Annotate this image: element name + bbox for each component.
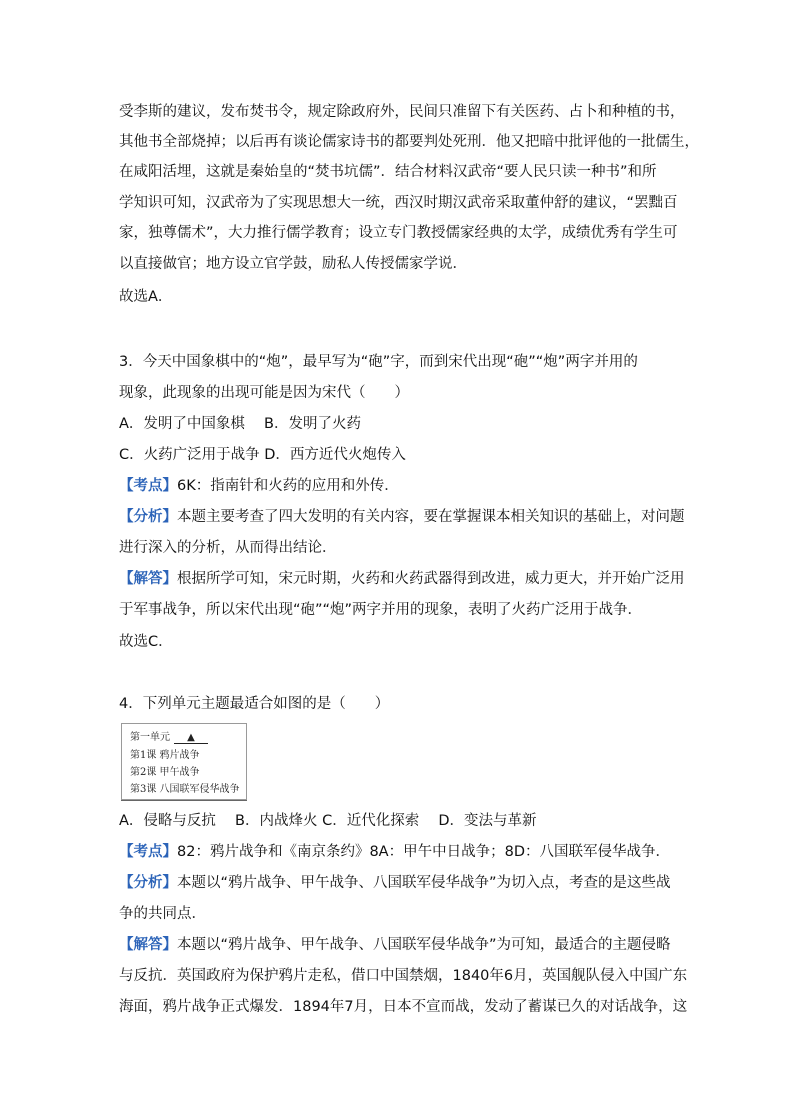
fenxi-text: 本题以“鸦片战争、甲午战争、八国联军侵华战争”为切入点，考查的是这些战 (177, 875, 671, 891)
q4-fenxi-line-2: 争的共同点． (119, 906, 206, 922)
jieda-text: 根据所学可知，宋元时期，火药和火药武器得到改进，威力更大，并开始广泛用 (177, 571, 685, 587)
fenxi-tag: 【分析】 (119, 509, 177, 525)
q3-options-line-2: C．火药广泛用于战争 D．西方近代火炮传入 (119, 447, 406, 463)
jieda-tag: 【解答】 (119, 571, 177, 587)
q4-jieda-line-3: 海面，鸦片战争正式爆发．1894年7月，日本不宣而战，发动了蓄谋已久的对话战争，这 (119, 999, 688, 1015)
q3-kaodian (119, 476, 399, 496)
kaodian-text: 82：鸦片战争和《南京条约》8A：甲午中日战争；8D：八国联军侵华战争． (177, 844, 670, 860)
fenxi-tag: 【分析】 (119, 875, 177, 891)
prev-explanation-line-5: 家，独尊儒术”，大力推行儒学教育；设立专门教授儒家经典的太学，成绩优秀有学生可 (119, 225, 678, 241)
q4-jieda-line-2: 与反抗．英国政府为保护鸦片走私，借口中国禁烟，1840年6月，英国舰队侵入中国广东 (119, 968, 688, 984)
figure-lesson-3: 第3课 八国联军侵华战争 (130, 784, 240, 795)
figure-unit-title (130, 728, 208, 744)
q4-jieda-line-1 (119, 935, 671, 955)
q3-options-line-1: A．发明了中国象棋 B．发明了火药 (119, 416, 361, 432)
prev-explanation-line-3: 在咸阳活埋，这就是秦始皇的“焚书坑儒”．结合材料汉武帝“要人民只读一种书”和所 (119, 164, 657, 180)
figure-unit-blank: ▲ (174, 732, 208, 744)
q4-fenxi-line-1 (119, 873, 671, 893)
q3-stem-line-2: 现象，此现象的出现可能是因为宋代（ ） (119, 385, 409, 401)
kaodian-tag: 【考点】 (119, 844, 177, 860)
kaodian-tag: 【考点】 (119, 478, 177, 494)
q3-jieda-line-2: 于军事战争，所以宋代出现“砲”“炮”两字并用的现象，表明了火药广泛用于战争． (119, 602, 643, 618)
q3-jieda-line-1 (119, 569, 685, 589)
figure-unit-label: 第一单元 (130, 732, 170, 743)
figure-lesson-1: 第1课 鸦片战争 (130, 750, 200, 761)
prev-explanation-line-2: 其他书全部烧掉；以后再有谈论儒家诗书的都要判处死刑．他又把暗中批评他的一批儒生， (119, 134, 699, 150)
q4-options: A．侵略与反抗 B．内战烽火 C．近代化探索 D．变法与革新 (119, 813, 537, 829)
q4-stem: 4．下列单元主题最适合如图的是（ ） (119, 696, 390, 712)
figure-lesson-2: 第2课 甲午战争 (130, 767, 200, 778)
q4-kaodian (119, 842, 670, 862)
q3-fenxi-line-1 (119, 507, 685, 527)
fenxi-text: 本题主要考查了四大发明的有关内容，要在掌握课本相关知识的基础上，对问题 (177, 509, 685, 525)
prev-explanation-line-1: 受李斯的建议，发布焚书令，规定除政府外，民间只准留下有关医药、占卜和种植的书， (119, 104, 685, 120)
prev-explanation-line-6: 以直接做官；地方设立官学鼓，励私人传授儒家学说． (119, 256, 467, 272)
jieda-tag: 【解答】 (119, 937, 177, 953)
q3-fenxi-line-2: 进行深入的分析，从而得出结论． (119, 540, 337, 556)
prev-answer: 故选A． (119, 289, 173, 305)
prev-explanation-line-4: 学知识可知，汉武帝为了实现思想大一统，西汉时期汉武帝采取董仲舒的建议，“罢黜百 (119, 195, 678, 211)
q3-answer: 故选C． (119, 634, 173, 650)
figure-divider (121, 800, 247, 801)
jieda-text: 本题以“鸦片战争、甲午战争、八国联军侵华战争”为可知，最适合的主题侵略 (177, 937, 671, 953)
kaodian-text: 6K：指南针和火药的应用和外传． (177, 478, 399, 494)
q3-stem-line-1: 3．今天中国象棋中的“炮”，最早写为“砲”字，而到宋代出现“砲”“炮”两字并用的 (119, 354, 638, 370)
q4-unit-figure (121, 723, 247, 800)
